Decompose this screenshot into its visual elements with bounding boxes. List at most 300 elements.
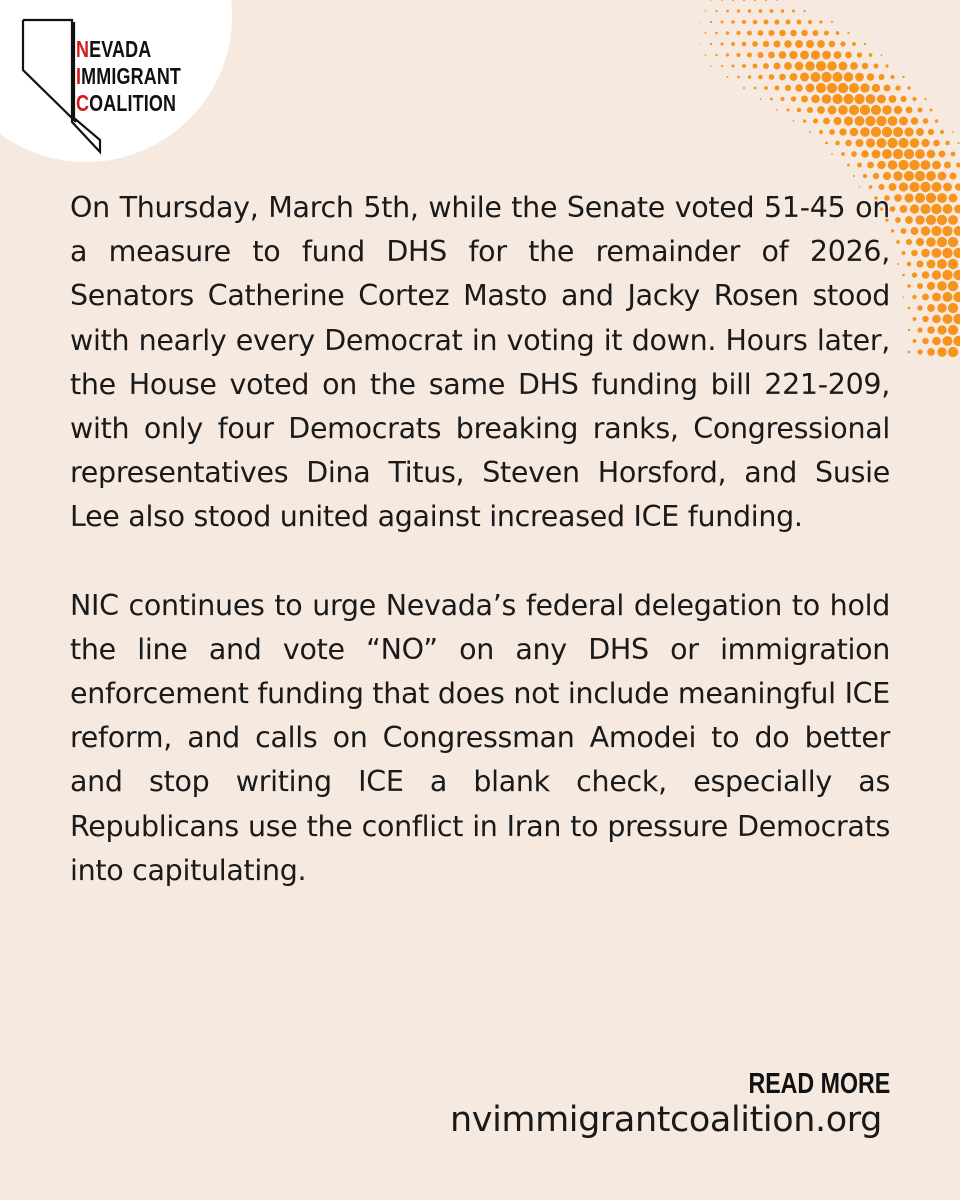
halftone-dot <box>917 327 922 332</box>
halftone-dot <box>944 161 951 168</box>
halftone-dot <box>795 62 804 71</box>
halftone-dot <box>764 86 768 90</box>
halftone-dot <box>847 32 849 34</box>
halftone-dot <box>764 20 769 25</box>
halftone-dot <box>904 193 913 202</box>
halftone-dot <box>899 182 908 191</box>
halftone-dot <box>769 74 775 80</box>
halftone-dot <box>726 53 729 56</box>
halftone-dot <box>897 263 899 265</box>
halftone-dot <box>852 42 856 46</box>
halftone-dot <box>867 162 874 169</box>
halftone-dot <box>863 174 867 178</box>
halftone-dot <box>754 0 756 1</box>
halftone-dot <box>789 51 797 59</box>
halftone-dot <box>787 109 790 112</box>
halftone-dot <box>710 65 712 67</box>
halftone-dot <box>726 31 730 35</box>
halftone-dot <box>829 41 836 48</box>
halftone-dot <box>949 194 958 203</box>
halftone-dot <box>839 62 848 71</box>
halftone-dot <box>927 260 936 269</box>
halftone-dot <box>926 171 936 181</box>
halftone-dot <box>876 116 886 126</box>
halftone-dot <box>948 325 958 335</box>
halftone-dot <box>891 229 894 232</box>
halftone-dot <box>943 204 953 214</box>
halftone-dot <box>909 160 919 170</box>
paragraph-senate-house-votes: On Thursday, March 5th, while the Senate voted 51-45 on a measure to fund DHS for the remainder of 2026, Senators Catherine Cortez Masto and Jacky Rosen stood with nearly every Democrat in voting it down. Hours later, the House voted on the same DHS funding bill 221-209, with only four Democrats breaking ranks, Congressional representatives Dina Titus, Steven Horsford, and Susie Lee also stood united against increased ICE funding. <box>70 191 890 534</box>
halftone-dot <box>807 107 813 113</box>
halftone-dot <box>801 30 808 37</box>
halftone-dot <box>851 151 857 157</box>
halftone-dot <box>810 72 820 82</box>
halftone-dot <box>841 152 845 156</box>
halftone-dot <box>942 270 952 280</box>
halftone-dot <box>889 95 897 103</box>
halftone-dot <box>812 30 818 36</box>
halftone-dot <box>753 20 758 25</box>
halftone-dot <box>865 116 875 126</box>
logo-line-immigrant: IMMIGRANT <box>76 63 182 89</box>
halftone-dot <box>803 119 806 122</box>
halftone-dot <box>951 152 956 157</box>
halftone-dot <box>937 281 947 291</box>
halftone-dot <box>784 62 792 70</box>
halftone-dot <box>753 64 758 69</box>
halftone-dot <box>907 262 912 267</box>
halftone-dot <box>770 9 774 13</box>
halftone-dot <box>774 41 781 48</box>
halftone-dot <box>828 106 837 115</box>
halftone-dot <box>797 108 801 112</box>
halftone-dot <box>779 30 785 36</box>
halftone-dot <box>932 270 941 279</box>
halftone-dot <box>824 30 829 35</box>
halftone-dot <box>882 105 891 114</box>
halftone-dot <box>877 161 885 169</box>
halftone-dot <box>913 339 917 343</box>
halftone-dot <box>721 65 723 67</box>
halftone-dot <box>866 138 875 147</box>
halftone-dot <box>700 43 701 44</box>
halftone-dot <box>937 193 947 203</box>
halftone-dot <box>705 54 707 56</box>
halftone-dot <box>909 182 919 192</box>
halftone-dot <box>768 30 774 36</box>
halftone-dot <box>926 237 936 247</box>
halftone-dot <box>860 105 870 115</box>
halftone-dot <box>855 73 864 82</box>
halftone-dot <box>784 40 792 48</box>
halftone-dot <box>845 140 851 146</box>
halftone-dot <box>930 109 933 112</box>
halftone-dot <box>759 9 763 13</box>
halftone-dot <box>779 51 787 59</box>
halftone-dot <box>827 61 837 71</box>
halftone-dot <box>758 52 764 58</box>
halftone-dot <box>920 204 930 214</box>
halftone-dot <box>803 10 805 12</box>
halftone-dot <box>817 40 825 48</box>
halftone-dot <box>953 336 960 346</box>
halftone-dot <box>932 293 941 302</box>
halftone-dot <box>901 251 905 255</box>
halftone-dot <box>850 128 859 137</box>
halftone-dot <box>731 20 735 24</box>
halftone-dot <box>939 151 946 158</box>
halftone-dot <box>920 182 930 192</box>
halftone-dot <box>932 161 941 170</box>
halftone-dot <box>790 30 797 37</box>
halftone-dot <box>791 96 796 101</box>
halftone-dot <box>743 0 745 1</box>
halftone-dot <box>957 142 959 144</box>
halftone-dot <box>819 20 822 23</box>
halftone-dot <box>893 149 903 159</box>
halftone-dot <box>838 105 848 115</box>
halftone-dot <box>932 315 941 324</box>
halftone-dot <box>904 127 913 136</box>
halftone-dot <box>922 338 928 344</box>
halftone-dot <box>956 163 960 168</box>
halftone-dot <box>811 50 820 59</box>
halftone-dot <box>916 238 924 246</box>
halftone-dot <box>840 41 845 46</box>
halftone-dot <box>933 140 940 147</box>
halftone-dot <box>896 240 900 244</box>
halftone-dot <box>948 347 958 357</box>
halftone-dot <box>816 61 826 71</box>
halftone-dot <box>869 53 873 57</box>
logo-line-coalition: COALITION <box>76 90 177 116</box>
halftone-dot <box>910 204 919 213</box>
halftone-dot <box>902 76 904 78</box>
halftone-dot <box>747 31 752 36</box>
halftone-dot <box>844 116 853 125</box>
halftone-dot <box>742 42 747 47</box>
halftone-dot <box>838 83 848 93</box>
logo-line-nevada: NEVADA <box>76 36 152 62</box>
halftone-dot <box>860 83 869 92</box>
halftone-dot <box>721 21 724 24</box>
halftone-dot <box>937 303 946 312</box>
halftone-dot <box>813 118 818 123</box>
halftone-dot <box>801 96 808 103</box>
halftone-dot <box>894 194 902 202</box>
halftone-dot <box>742 64 746 68</box>
halftone-dot <box>758 30 764 36</box>
halftone-dot <box>792 9 795 12</box>
halftone-dot <box>935 119 939 123</box>
halftone-dot <box>898 160 908 170</box>
halftone-dot <box>931 204 941 214</box>
halftone-dot <box>903 296 905 298</box>
halftone-dot <box>866 94 876 104</box>
halftone-dot <box>867 73 875 81</box>
halftone-dot <box>927 282 935 290</box>
halftone-dot <box>806 40 814 48</box>
halftone-dot <box>898 138 908 148</box>
halftone-dot <box>737 9 740 12</box>
halftone-dot <box>854 94 864 104</box>
halftone-dot <box>943 314 953 324</box>
halftone-dot <box>887 138 897 148</box>
halftone-dot <box>856 139 864 147</box>
halftone-dot <box>835 141 840 146</box>
halftone-dot <box>720 42 723 45</box>
halftone-dot <box>878 74 884 80</box>
halftone-dot <box>916 128 924 136</box>
halftone-dot <box>927 304 935 312</box>
halftone-dot <box>922 294 929 301</box>
halftone-dot <box>912 97 916 101</box>
halftone-dot <box>924 98 926 100</box>
halftone-dot <box>894 106 902 114</box>
halftone-dot <box>776 109 778 111</box>
halftone-dot <box>836 31 840 35</box>
halftone-dot <box>923 118 929 124</box>
halftone-dot <box>872 84 880 92</box>
halftone-dot <box>843 94 853 104</box>
halftone-dot <box>943 292 953 302</box>
halftone-dot <box>765 0 767 1</box>
article-body <box>70 186 890 893</box>
halftone-dot <box>760 98 762 100</box>
halftone-dot <box>832 94 842 104</box>
halftone-dot <box>855 116 865 126</box>
halftone-dot <box>921 139 929 147</box>
halftone-dot <box>883 172 891 180</box>
halftone-dot <box>873 173 879 179</box>
halftone-dot <box>915 193 925 203</box>
halftone-dot <box>937 325 946 334</box>
halftone-dot <box>953 248 960 258</box>
halftone-dot <box>937 259 947 269</box>
halftone-dot <box>913 317 917 321</box>
halftone-dot <box>900 205 908 213</box>
halftone-dot <box>921 249 929 257</box>
halftone-dot <box>793 120 795 122</box>
halftone-dot <box>906 107 913 114</box>
website-link[interactable]: nvimmigrantcoalition.org <box>449 1100 882 1140</box>
halftone-dot <box>831 21 833 23</box>
halftone-dot <box>780 97 784 101</box>
halftone-dot <box>949 172 956 179</box>
halftone-dot <box>819 130 823 134</box>
halftone-dot <box>829 129 835 135</box>
halftone-dot <box>953 270 960 280</box>
read-more-label: READ MORE <box>748 1068 890 1100</box>
halftone-dot <box>844 72 854 82</box>
halftone-dot <box>893 171 902 180</box>
halftone-dot <box>908 329 910 331</box>
halftone-dot <box>915 149 925 159</box>
halftone-dot <box>715 54 717 56</box>
halftone-dot <box>932 248 942 258</box>
halftone-dot <box>932 182 942 192</box>
halftone-dot <box>907 284 910 287</box>
halftone-dot <box>910 138 920 148</box>
halftone-dot <box>809 131 811 133</box>
halftone-dot <box>800 51 809 60</box>
halftone-dot <box>890 75 894 79</box>
halftone-dot <box>871 127 881 137</box>
halftone-dot <box>721 0 723 1</box>
halftone-dot <box>926 215 936 225</box>
halftone-dot <box>884 85 891 92</box>
halftone-dot <box>943 336 953 346</box>
halftone-dot <box>823 118 830 125</box>
halftone-dot <box>922 316 928 322</box>
halftone-dot <box>876 138 886 148</box>
halftone-dot <box>861 150 868 157</box>
halftone-dot <box>768 52 775 59</box>
halftone-dot <box>953 292 960 302</box>
halftone-dot <box>833 117 841 125</box>
halftone-dot <box>839 128 846 135</box>
halftone-dot <box>937 215 947 225</box>
halftone-dot <box>917 107 922 112</box>
halftone-dot <box>731 42 735 46</box>
halftone-dot <box>797 20 802 25</box>
halftone-dot <box>825 142 828 145</box>
halftone-dot <box>912 295 916 299</box>
halftone-dot <box>885 64 888 67</box>
halftone-dot <box>906 239 912 245</box>
halftone-dot <box>847 164 850 167</box>
halftone-dot <box>795 40 803 48</box>
halftone-dot <box>940 130 944 134</box>
halftone-dot <box>952 131 954 133</box>
halftone-dot <box>915 171 925 181</box>
halftone-dot <box>901 228 907 234</box>
halftone-dot <box>808 20 812 24</box>
halftone-dot <box>774 19 779 24</box>
halftone-dot <box>881 54 883 56</box>
halftone-dot <box>857 52 862 57</box>
halftone-dot <box>912 272 917 277</box>
halftone-dot <box>937 347 946 356</box>
halftone-dot <box>742 20 746 24</box>
halftone-dot <box>888 116 898 126</box>
halftone-dot <box>937 237 947 247</box>
halftone-dot <box>871 105 881 115</box>
halftone-dot <box>915 215 924 224</box>
halftone-dot <box>877 95 886 104</box>
halftone-dot <box>781 9 785 13</box>
halftone-dot <box>954 205 960 214</box>
logo-wordmark <box>76 36 181 117</box>
halftone-dot <box>817 106 825 114</box>
halftone-dot <box>727 76 729 78</box>
paragraph-nic-call-to-action: NIC continues to urge Nevada’s federal delegation to hold the line and vote “NO” on any DHS or immigration enforcement funding that does not include meaningful ICE reform, and calls on Congressman Amodei to do better and stop writing ICE a blank check, especially as Republicans use the conflict in Iran to pressure Democrats into capitulating. <box>70 588 890 887</box>
halftone-dot <box>902 274 905 277</box>
halftone-dot <box>736 31 740 35</box>
halftone-dot <box>795 84 803 92</box>
halftone-dot <box>785 19 790 24</box>
halftone-dot <box>743 87 745 89</box>
halftone-dot <box>811 95 820 104</box>
halftone-dot <box>954 226 960 236</box>
halftone-dot <box>921 226 930 235</box>
halftone-dot <box>822 51 831 60</box>
halftone-dot <box>710 0 711 1</box>
halftone-dot <box>845 52 852 59</box>
halftone-dot <box>822 94 832 104</box>
halftone-dot <box>748 75 752 79</box>
halftone-dot <box>821 72 831 82</box>
halftone-dot <box>731 64 734 67</box>
halftone-dot <box>857 163 862 168</box>
halftone-dot <box>948 237 958 247</box>
halftone-dot <box>732 0 734 1</box>
halftone-dot <box>816 83 826 93</box>
halftone-dot <box>927 348 935 356</box>
halftone-dot <box>736 53 740 57</box>
halftone-dot <box>862 63 869 70</box>
halftone-dot <box>850 62 858 70</box>
halftone-dot <box>800 72 809 81</box>
halftone-dot <box>874 64 879 69</box>
halftone-dot <box>948 259 958 269</box>
halftone-dot <box>899 117 908 126</box>
halftone-dot <box>763 63 769 69</box>
halftone-dot <box>955 183 960 190</box>
halftone-dot <box>945 141 949 145</box>
halftone-dot <box>737 76 740 79</box>
halftone-dot <box>904 149 914 159</box>
halftone-dot <box>754 87 757 90</box>
halftone-dot <box>849 105 859 115</box>
halftone-dot <box>911 250 918 257</box>
halftone-dot <box>895 85 900 90</box>
halftone-dot <box>927 150 936 159</box>
halftone-dot <box>895 217 901 223</box>
halftone-dot <box>715 32 718 35</box>
halftone-dot <box>849 83 859 93</box>
halftone-dot <box>908 307 911 310</box>
halftone-dot <box>763 41 769 47</box>
halftone-dot <box>948 303 958 313</box>
halftone-dot <box>931 226 941 236</box>
halftone-dot <box>917 349 922 354</box>
halftone-dot <box>905 216 913 224</box>
halftone-dot <box>932 337 941 346</box>
halftone-dot <box>942 226 952 236</box>
halftone-dot <box>882 149 892 159</box>
halftone-dot <box>926 193 936 203</box>
halftone-dot <box>908 351 911 354</box>
halftone-dot <box>831 153 833 155</box>
halftone-dot <box>705 32 707 34</box>
halftone-dot <box>917 305 922 310</box>
halftone-dot <box>948 215 958 225</box>
halftone-dot <box>726 10 729 13</box>
halftone-dot <box>774 63 781 70</box>
halftone-dot <box>864 43 866 45</box>
halftone-dot <box>907 86 910 89</box>
halftone-dot <box>806 84 815 93</box>
halftone-dot <box>882 127 892 137</box>
halftone-dot <box>790 73 798 81</box>
halftone-dot <box>928 129 934 135</box>
halftone-dot <box>921 160 931 170</box>
halftone-dot <box>872 150 881 159</box>
halftone-dot <box>827 83 837 93</box>
halftone-dot <box>747 53 752 58</box>
halftone-dot <box>917 261 924 268</box>
